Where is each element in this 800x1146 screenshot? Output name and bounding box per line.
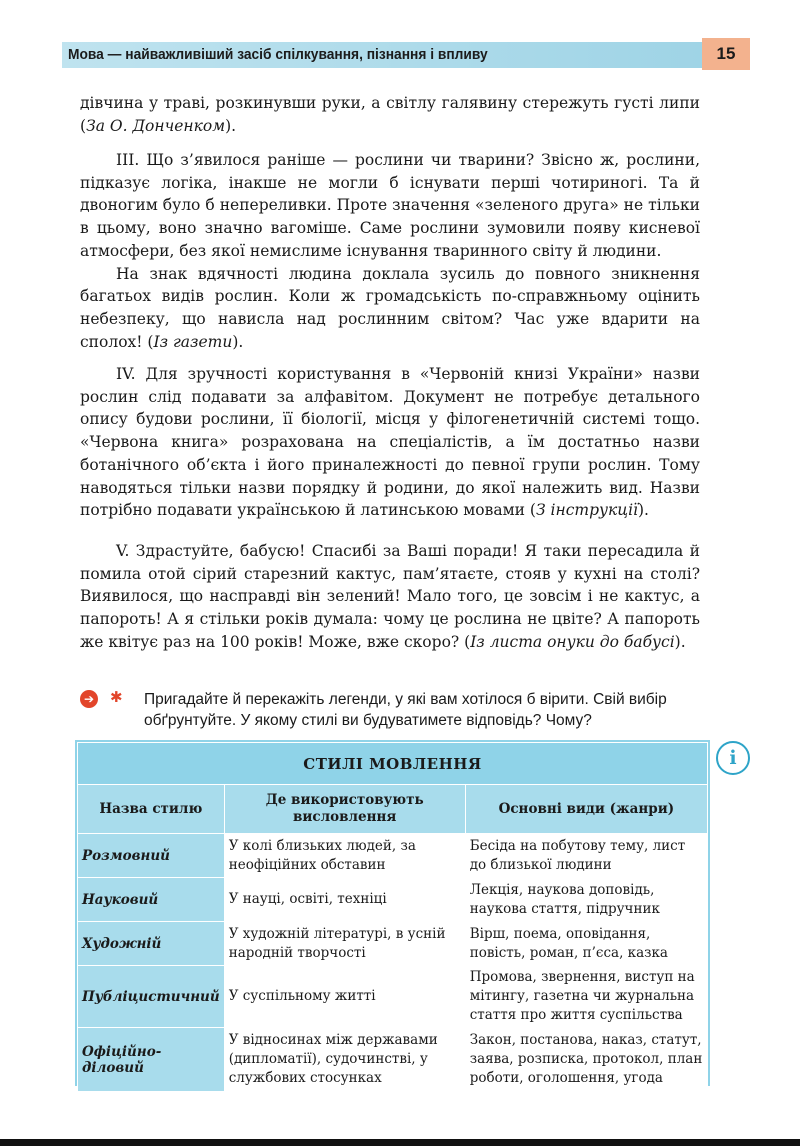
style-name: Розмовний [78,834,225,878]
p3-source: Із газети [153,332,233,351]
style-where: У науці, освіті, техніці [224,878,465,922]
style-where: У суспільному житті [224,966,465,1028]
p1-text: дівчина у траві, розкинувши руки, а світлу галявину стережуть густі липи ( [80,94,700,135]
table-row [78,966,708,1028]
page-number: 15 [702,38,750,70]
table-row [78,1028,708,1092]
paragraph-3 [80,263,700,354]
style-genres: Бесіда на побутову тему, лист до близької людини [465,834,707,878]
arrow-right-icon: ➔ [80,690,98,708]
table-row [78,834,708,878]
p3-end: ). [232,332,244,351]
p4-end: ). [638,501,649,520]
header-title: Мова — найважливіший засіб спілкування, пізнання і впливу [68,47,488,63]
table-title: СТИЛІ МОВЛЕННЯ [78,743,708,785]
column-header-genres: Основні види (жанри) [465,785,707,834]
p3-text: На знак вдячності людина доклала зусиль до повного зникнення багатьох видів рослин. Коли ж громадськість по-справжньому оцінить небезпеку, що нависла над рослинним світом? Час уже вдарити на сполох! ( [80,264,700,351]
style-name: Науковий [78,878,225,922]
paragraph-1 [80,92,700,137]
p5-text: V. Здрастуйте, бабусю! Спасибі за Ваші поради! Я таки пересадила й помила отой сірий старезний кактус, пам’ятаєте, стояв у кухні на столі? Виявилося, що насправді він зелений! Мало того, це зовсім і не кактус, а папороть! А я стільки років думала: чому це рослина не цвіте? А папороть же квітує раз на 100 років! Може, вже скоро? ( [80,542,700,651]
p5-end: ). [674,632,686,651]
style-genres: Закон, постанова, наказ, статут, заява, розписка, протокол, план роботи, оголошення, угода [465,1028,707,1092]
paragraph-3-block [80,149,700,353]
style-where: У відносинах між державами (дипломатії), судочинстві, у службових стосунках [224,1028,465,1092]
paragraph-4 [80,363,700,522]
style-name: Офіційно-діловий [78,1028,225,1092]
p5-source: Із листа онуки до бабусі [470,632,675,651]
style-where: У колі близьких людей, за неофіційних обставин [224,834,465,878]
table-row [78,922,708,966]
p1-end: ). [225,116,237,135]
style-genres: Лекція, наукова доповідь, наукова стаття, підручник [465,878,707,922]
p4-source: З інструкції [535,501,638,520]
column-header-where: Де використовують висловлення [224,785,465,834]
style-name: Художній [78,922,225,966]
paragraph-2: ІІІ. Що з’явилося раніше — рослини чи тварини? Звісно ж, рослини, підказує логіка, інакше не могли б існувати перші чотириногі. Та й двоногим було б непереливки. Проте значення «зеленого друга» не тільки в цьому, воно значно вагоміше. Саме рослини зумовили появу кисневої атмосфери, без якої немислиме існування тваринного світу й людини. [80,151,700,260]
asterisk-icon: ✱ [110,688,123,706]
table-header-row [78,785,708,834]
style-genres: Промова, звернення, виступ на мітингу, газетна чи журнальна стаття про життя суспільства [465,966,707,1028]
styles-table-frame [75,740,710,1086]
task-text: Пригадайте й перекажіть легенди, у які вам хотілося б вірити. Свій вибір обґрунтуйте. У якому стилі ви будуватимете відповідь? Чому? [144,691,667,729]
p4-text: IV. Для зручності користування в «Червоній книзі України» назви рослин слід подавати за алфавітом. Документ не потребує детального опису будови рослини, її біології, місця у філогенетичній системі тощо. «Червона книга» розрахована на спеціалістів, а їм достатньо назви ботанічного об’єкта і його приналежності до певної групи рослин. Тому наводяться тільки назви порядку й родини, до якої належить вид. Назви потрібно подавати українською й латинською мовами ( [80,365,700,520]
paragraph-5 [80,540,700,654]
table-row [78,878,708,922]
style-genres: Вірш, поема, оповідання, повість, роман, п’єса, казка [465,922,707,966]
styles-table [77,742,708,1092]
style-where: У художній літературі, в усній народній творчості [224,922,465,966]
column-header-name: Назва стилю [78,785,225,834]
page-header [62,38,750,70]
info-icon: i [716,741,750,775]
bottom-border [0,1139,800,1146]
style-name: Публіцистичний [78,966,225,1028]
p1-source: За О. Донченком [86,116,226,135]
